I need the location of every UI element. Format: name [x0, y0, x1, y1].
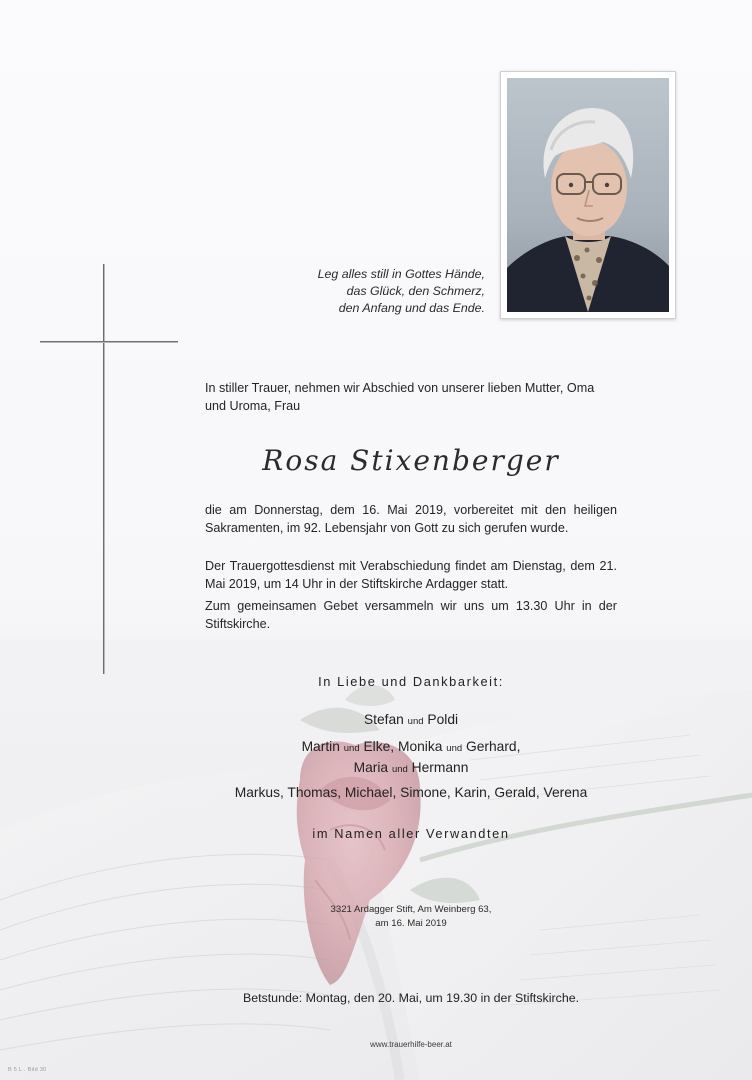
- family-name: Gerhard,: [465, 739, 521, 754]
- place-date: am 16. Mai 2019: [375, 918, 447, 929]
- poem-line: das Glück, den Schmerz,: [346, 284, 485, 298]
- und-word: und: [446, 743, 463, 754]
- und-word: und: [407, 716, 424, 727]
- family-line-3: [205, 760, 617, 775]
- und-word: und: [343, 743, 360, 754]
- funeral-paragraph: Der Trauergottesdienst mit Verabschiedung findet am Dienstag, dem 21. Mai 2019, um 14 Uhr in der Stiftskirche Ardagger statt.: [205, 559, 617, 591]
- family-name: Martin: [301, 739, 340, 754]
- cross-horizontal-bar: [40, 341, 178, 343]
- poem-line: den Anfang und das Ende.: [338, 301, 485, 315]
- family-name: Poldi: [427, 712, 459, 727]
- footer-code: B 5 L . Bild 30: [8, 1067, 47, 1073]
- death-paragraph: die am Donnerstag, dem 16. Mai 2019, vorbereitet mit den heiligen Sakramenten, im 92. Lebensjahr von Gott zu sich gerufen wurde.: [205, 503, 617, 535]
- family-name: Hermann: [411, 760, 469, 775]
- poem-verse: [205, 266, 485, 317]
- family-line-1: [205, 712, 617, 727]
- love-line: In Liebe und Dankbarkeit:: [318, 674, 504, 689]
- cross-vertical-bar: [103, 264, 105, 674]
- family-line-4: Markus, Thomas, Michael, Simone, Karin, Gerald, Verena: [234, 785, 588, 800]
- und-word: und: [391, 764, 408, 775]
- website-url: www.trauerhilfe-beer.at: [370, 1040, 452, 1049]
- family-name: Elke, Monika: [363, 739, 443, 754]
- relatives-line: im Namen aller Verwandten: [312, 826, 510, 841]
- portrait-frame: [500, 71, 676, 319]
- family-name: Maria: [353, 760, 389, 775]
- place-address: 3321 Ardagger Stift, Am Weinberg 63,: [330, 904, 492, 915]
- prayer-paragraph: Zum gemeinsamen Gebet versammeln wir uns um 13.30 Uhr in der Stiftskirche.: [205, 599, 617, 631]
- portrait-photo: [507, 78, 669, 312]
- family-name: Stefan: [363, 712, 404, 727]
- betstunde-line: Betstunde: Montag, den 20. Mai, um 19.30 in der Stiftskirche.: [242, 991, 580, 1005]
- family-line-2: [205, 739, 617, 754]
- deceased-name: Rosa Stixenberger: [262, 444, 560, 477]
- poem-line: Leg alles still in Gottes Hände,: [317, 267, 485, 281]
- intro-text: In stiller Trauer, nehmen wir Abschied von unserer lieben Mutter, Oma und Uroma, Frau: [205, 381, 595, 413]
